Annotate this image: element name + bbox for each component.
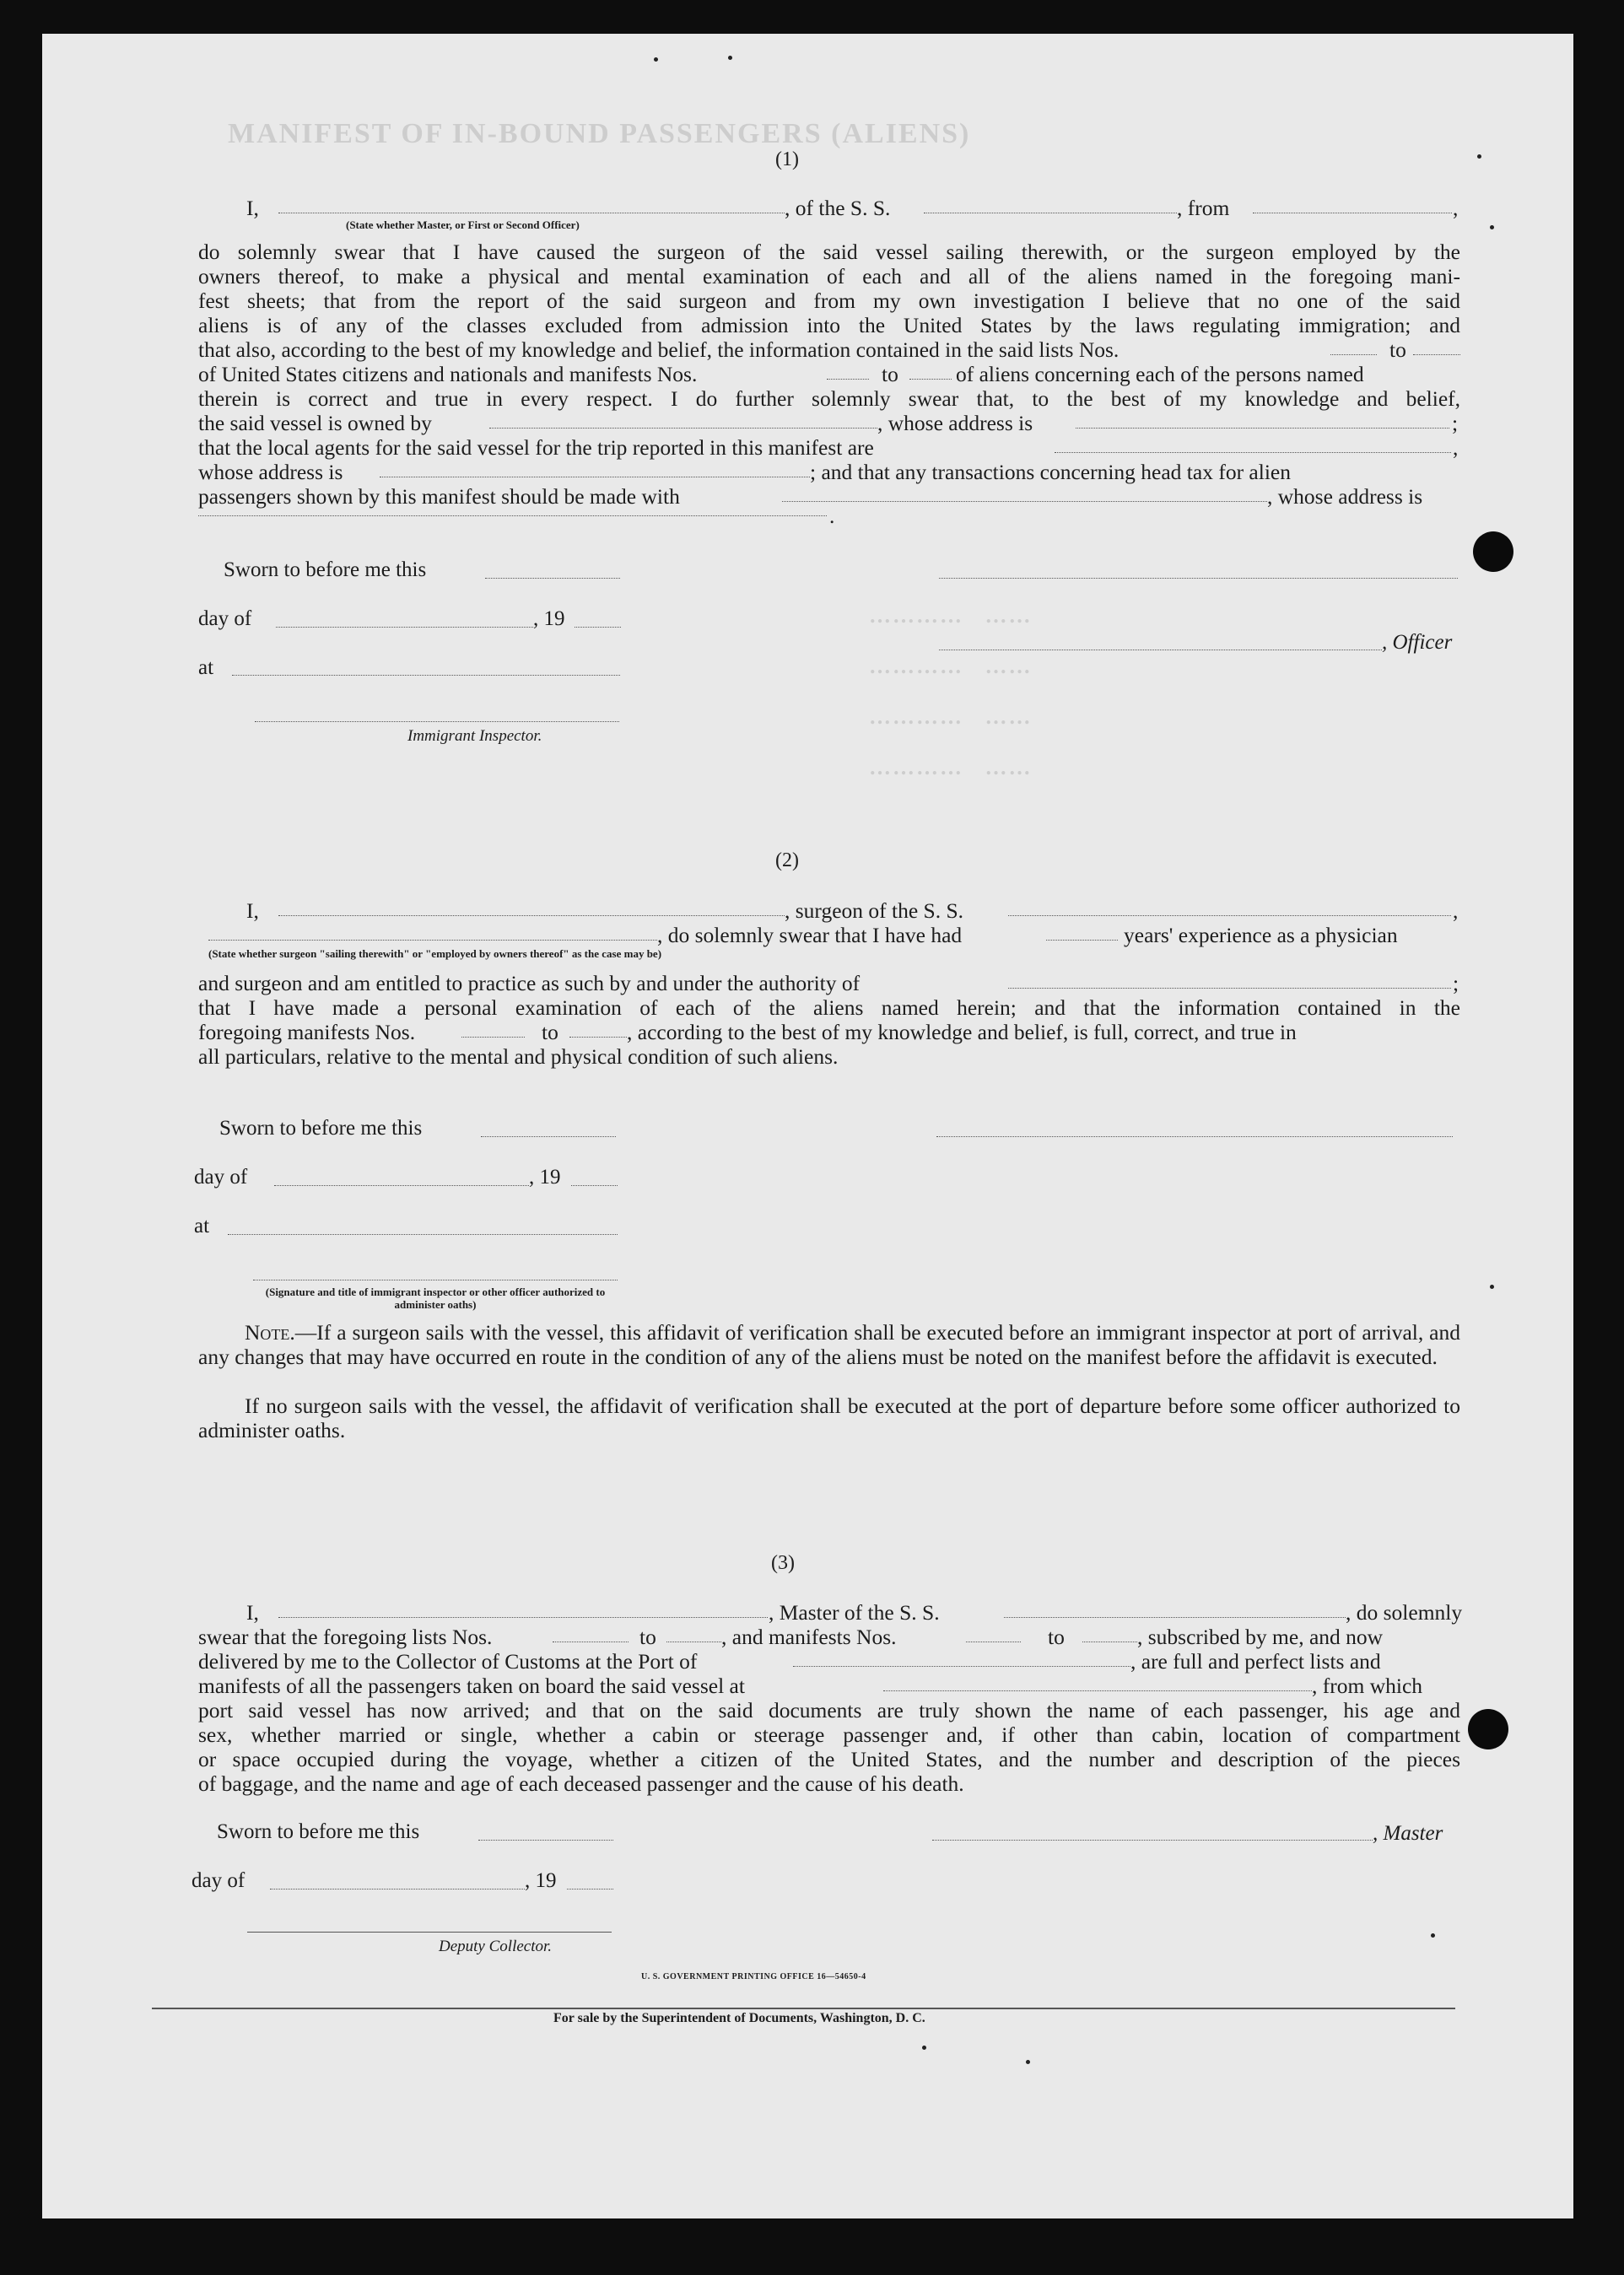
s1-inspector-caption: Immigrant Inspector. [407, 727, 542, 745]
authority-field[interactable] [1008, 988, 1451, 989]
lists-to-field[interactable] [1413, 354, 1460, 355]
s3-para-line: port said vessel has now arrived; and that on the said documents are truly shown the name of each passenger, his age and [198, 1698, 1460, 1722]
s1-para-line: owners thereof, to make a physical and mental examination of each and all of the aliens named in the foregoing mani- [198, 264, 1460, 288]
surgeon-status-field[interactable] [208, 940, 657, 941]
s2-vessel-field[interactable] [1008, 915, 1451, 916]
s3-vessel-field[interactable] [1004, 1617, 1346, 1618]
s1-para-line-agent-address: whose address is ; and that any transactions concerning head tax for alien [198, 460, 1291, 484]
s1-caption: (State whether Master, or First or Second Officer) [346, 218, 580, 231]
section-1-number: (1) [775, 148, 799, 170]
form-page: MANIFEST OF IN-BOUND PASSENGERS (ALIENS) ………… …… ………… …… ………… …… ………… …… (1) I, , of the S. S. , from , (State whether Master, or First or Second Officer) do solemnly swear that I have caused the surgeon of the said vessel sailing therewith, or the surgeon employed by the owners thereof, to make a physical and mental examination of each and all of the aliens named in the foregoing mani- fest sheets; that from the report of the said surgeon and from my own investigation I believe that no one of the said aliens is of any of the classes excluded from admission into the United States by the laws regulating immigration; and that also, according to the best of my knowledge and belief, the information contained in the said lists Nos. to of United States citizens and nationals and manifests Nos. to of aliens concerning each of the persons named therein is correct and true in every respect. I do further solemnly swear that, to the best of my knowledge and belief, the said vessel is owned by , whose address is ; that the local agents for the said vessel for the trip reported in this manifest are , whose address is ; and that any transactions concerning head tax for alien passengers shown by this manifest should be made with , whose address is . Sworn to before me this day of , 19 , Officer at Immigrant Inspector. (2) I, , surgeon of the S. S. , , do solemnly swear that I have had years' experience as a physician (State whether surgeon "sailing therewith" or "employed by owners thereof" as the case may be) and surgeon and am entitled to practice as such by and under the authority of ; that I have made a personal examination of each of the aliens named herein; and that the information contained in the foregoing manifests Nos. to , according to the best of my knowledge and belief, is full, correct, and true in all particulars, relative to the mental and physical condition of such aliens. Sworn to before me this day of , 19 at (Signature and title of immigrant inspector or other officer authorized to administer oaths) Note.—If a surgeon sails with the vessel, this affidavit of verification shall be executed before an immigrant inspector at port of arrival, and any changes that may have occurred en route in the condition of any of the aliens must be noted on the manifest before the affidavit is executed. If no surgeon sails with the vessel, the affidavit of verification shall be executed at the port of departure before some officer authorized to administer oaths. (3) I, , Master of the S. S. , do solemnly swear that the foregoing lists Nos. to , and manifests Nos. to , subscribed by me, and now delivered by me to the Collector of Customs at the Port of , are full and perfect lists and manifests of all the passengers taken on board the said vessel at , from which port said vessel has now arrived; and that on the said documents are truly shown the name of each passenger, his age and sex, whether married or single, whether a cabin or steerage passenger and, if other than cabin, location of compartment or space occupied during the voyage, whether a citizen of the United States, and the number and description of the pieces of baggage, and the name and age of each deceased passenger and the cause of his death. Sworn to before me this , Master day of , 19 Deputy Collector. U. S. GOVERNMENT PRINTING OFFICE 16—54650-4 For sale by the Superintendent of Documents, Washington, D. C. [42, 34, 1573, 2218]
s1-signature-field[interactable] [939, 578, 1458, 579]
s2-note: Note.—If a surgeon sails with the vessel, this affidavit of verification shall be executed before an immigrant inspector at port of arrival, and any changes that may have occurred en route in the condition of any of the aliens must be noted on the manifest before the affidavit is executed. [198, 1320, 1460, 1369]
bleed-through-text: ………… …… ………… …… ………… …… ………… …… [869, 603, 1033, 779]
s3-sworn-label: Sworn to before me this [217, 1820, 420, 1843]
s2-at-label: at [194, 1215, 210, 1237]
s1-para-line-headtax: passengers shown by this manifest should be made with , whose address is [198, 484, 1423, 509]
surgeon-name-field[interactable] [278, 915, 785, 916]
s2-para-line-authority: and surgeon and am entitled to practice as such by and under the authority of ; [198, 971, 1459, 995]
agents-field[interactable] [1055, 452, 1451, 453]
s3-master-name-field[interactable] [278, 1617, 768, 1618]
s3-year-field[interactable] [567, 1889, 613, 1890]
s3-month-field[interactable] [270, 1889, 525, 1890]
s2-note-2: If no surgeon sails with the vessel, the affidavit of verification shall be executed at the port of departure before some officer authorized to administer oaths. [198, 1394, 1460, 1442]
s3-para-line: of baggage, and the name and age of each deceased passenger and the cause of his death. [198, 1771, 964, 1796]
s2-year-field[interactable] [571, 1185, 618, 1186]
s3-sworn-date-field[interactable] [478, 1840, 613, 1841]
s2-at-place-field[interactable] [228, 1234, 618, 1235]
s3-line-2: swear that the foregoing lists Nos. to , and manifests Nos. to , subscribed by me, and now [198, 1625, 1384, 1649]
punch-hole-top [1473, 531, 1513, 572]
s1-inspector-signature-field[interactable] [255, 721, 619, 722]
punch-hole-bottom [1468, 1709, 1508, 1749]
s3-line-4: manifests of all the passengers taken on board the said vessel at , from which [198, 1674, 1423, 1698]
manifests-to-field[interactable] [909, 379, 952, 380]
s2-signature-caption: (Signature and title of immigrant inspector or other officer authorized to administer oaths) [265, 1286, 606, 1311]
s1-para-line: do solemnly swear that I have caused the surgeon of the said vessel sailing therewith, or the surgeon employed by the [198, 240, 1460, 264]
s2-month-field[interactable] [274, 1185, 529, 1186]
headtax-address-field[interactable] [198, 515, 827, 516]
s3-deputy-signature-field[interactable] [247, 1932, 612, 1933]
s3-master-signature-field[interactable] [932, 1840, 1373, 1841]
s1-para-line: aliens is of any of the classes excluded from admission into the United States by the laws regulating immigration; and [198, 313, 1460, 337]
s3-para-line: sex, whether married or single, whether a cabin or steerage passenger and, if other than cabin, location of compartment [198, 1722, 1460, 1747]
s2-day-of-label: day of [194, 1166, 248, 1189]
s1-sworn-label: Sworn to before me this [224, 558, 427, 581]
s3-day-of-label: day of [192, 1869, 245, 1892]
speck [728, 56, 732, 60]
s2-manifests-from-field[interactable] [461, 1037, 525, 1038]
manifests-from-field[interactable] [827, 379, 869, 380]
s3-year-label: , 19 [525, 1869, 557, 1892]
s1-para-line-manifests: of United States citizens and nationals and manifests Nos. to of aliens concerning each of the persons named [198, 362, 1364, 386]
bleed-through-heading: MANIFEST OF IN-BOUND PASSENGERS (ALIENS) [228, 118, 971, 149]
s2-para-line: all particulars, relative to the mental and physical condition of such aliens. [198, 1044, 839, 1069]
s1-at-place-field[interactable] [232, 675, 620, 676]
speck [922, 2046, 926, 2050]
footer-rule [152, 2008, 1455, 2009]
s1-para-line-lists: that also, according to the best of my knowledge and belief, the information contained in the said lists Nos. to [198, 337, 1460, 362]
section-2-number: (2) [775, 849, 799, 871]
s1-sworn-date-field[interactable] [485, 578, 620, 579]
s2-year-label: , 19 [529, 1166, 561, 1189]
owner-field[interactable] [489, 428, 877, 429]
s1-officer-label: , Officer [1382, 631, 1453, 654]
speck [1490, 1285, 1494, 1289]
headtax-contact-field[interactable] [782, 501, 1267, 502]
s3-deputy-caption: Deputy Collector. [439, 1938, 553, 1955]
owner-address-field[interactable] [1076, 428, 1449, 429]
s1-year-field[interactable] [575, 627, 621, 628]
s1-month-field[interactable] [276, 627, 533, 628]
years-experience-field[interactable] [1046, 940, 1118, 941]
section-3-number: (3) [771, 1552, 795, 1574]
s1-para-line-agents: that the local agents for the said vessel for the trip reported in this manifest are , [198, 435, 1459, 460]
speck [1477, 154, 1481, 159]
s3-port-field[interactable] [793, 1666, 1130, 1667]
s1-para-line: therein is correct and true in every respect. I do further solemnly swear that, to the best of my knowledge and belief, [198, 386, 1460, 411]
s1-para-line: fest sheets; that from the report of the said surgeon and from my own investigation I believe that no one of the said [198, 288, 1460, 313]
s3-master-label: , Master [1373, 1822, 1443, 1845]
s2-manifests-to-field[interactable] [569, 1037, 627, 1038]
s1-day-of-label: day of [198, 607, 252, 630]
sale-notice: For sale by the Superintendent of Documents, Washington, D. C. [553, 2011, 925, 2025]
speck [654, 57, 658, 62]
s1-para-line-owner: the said vessel is owned by , whose address is ; [198, 411, 1459, 435]
s2-para-line: that I have made a personal examination of each of the aliens named herein; and that the information contained in the [198, 995, 1460, 1020]
lists-from-field[interactable] [1330, 354, 1377, 355]
s2-caption: (State whether surgeon "sailing therewith" or "employed by owners thereof" as the case may be) [208, 947, 662, 960]
speck [1026, 2060, 1030, 2064]
s3-boarding-port-field[interactable] [883, 1690, 1312, 1691]
s3-para-line: or space occupied during the voyage, whether a citizen of the United States, and the number and description of the pieces [198, 1747, 1460, 1771]
speck [1490, 225, 1494, 229]
s1-at-label: at [198, 656, 214, 679]
gpo-imprint: U. S. GOVERNMENT PRINTING OFFICE 16—54650-4 [641, 1972, 866, 1981]
s2-signature-field[interactable] [936, 1136, 1453, 1137]
s1-year-label: , 19 [533, 607, 565, 630]
speck [1431, 1933, 1435, 1938]
s2-para-line-manifests: foregoing manifests Nos. to , according to the best of my knowledge and belief, is full, correct, and true in [198, 1020, 1297, 1044]
s2-sworn-date-field[interactable] [481, 1136, 616, 1137]
s3-line-3: delivered by me to the Collector of Customs at the Port of , are full and perfect lists and [198, 1649, 1381, 1674]
s2-sworn-label: Sworn to before me this [219, 1117, 423, 1140]
